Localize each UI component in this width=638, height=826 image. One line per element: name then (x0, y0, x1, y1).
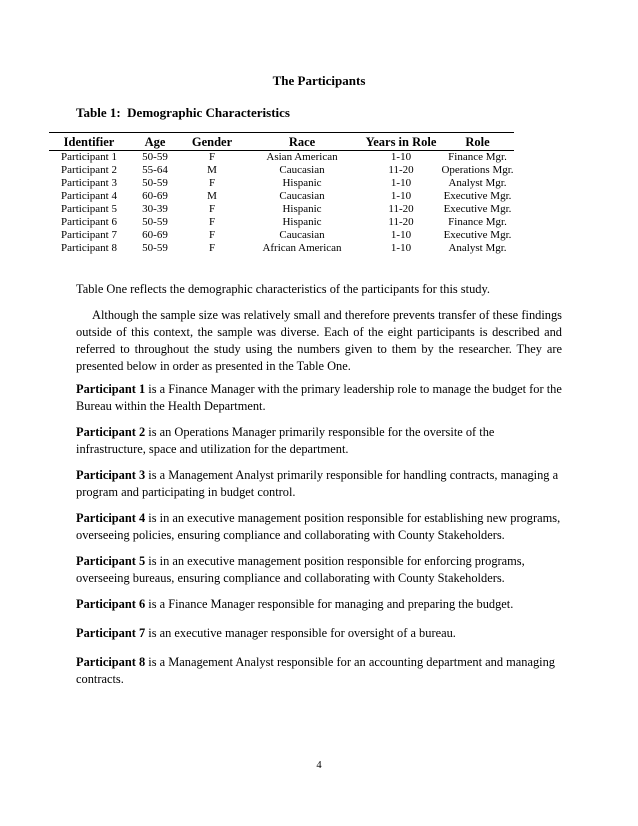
role-cell: Executive Mgr. (443, 229, 512, 241)
participant-description: is an Operations Manager primarily responsible for the oversite of the infrastructure, space and utilization for the department. (76, 425, 495, 456)
gender-cell: F (208, 216, 216, 228)
years-cell: 1-10 (390, 242, 412, 254)
header-age: Age (129, 133, 181, 151)
age-cell: 50-59 (142, 151, 168, 163)
gender-cell: F (208, 203, 216, 215)
role-cell: Operations Mgr. (441, 164, 514, 176)
table-row (49, 242, 514, 255)
race-cell: Hispanic (282, 203, 322, 215)
identifier-cell: Participant 4 (61, 190, 117, 202)
table-row (49, 216, 514, 229)
age-cell: 60-69 (142, 229, 168, 241)
race-cell: Hispanic (282, 177, 322, 189)
role-cell: Finance Mgr. (448, 151, 507, 163)
years-cell: 1-10 (390, 151, 412, 163)
identifier-cell: Participant 7 (61, 229, 117, 241)
sample-paragraph: Although the sample size was relatively small and therefore prevents transfer of these findings outside of this context, the sample was diverse. Each of the eight participants is described and referred to throughout the study using the numbers given to them by the researcher. They are presented below in order as presented in the Table One. (76, 308, 562, 373)
identifier-cell: Participant 6 (61, 216, 117, 228)
table-header-row (49, 133, 514, 151)
age-cell: 50-59 (142, 242, 168, 254)
participant-paragraph (76, 381, 562, 415)
identifier-cell: Participant 1 (61, 151, 117, 163)
participant-description: is in an executive management position responsible for enforcing programs, overseeing bureaus, ensuring compliance and collaborating with County Stakeholders. (76, 554, 525, 585)
race-cell: Hispanic (282, 216, 322, 228)
race-cell: Asian American (266, 151, 338, 163)
table-row (49, 229, 514, 242)
participant-label: Participant 7 (76, 626, 146, 640)
participant-label: Participant 3 (76, 468, 146, 482)
header-years-in-role: Years in Role (361, 133, 441, 151)
participant-paragraph (76, 510, 562, 544)
participant-paragraph (76, 424, 562, 458)
race-cell: African American (262, 242, 342, 254)
age-cell: 60-69 (142, 190, 168, 202)
years-cell: 11-20 (388, 216, 414, 228)
years-cell: 11-20 (388, 164, 414, 176)
participant-paragraph (76, 467, 562, 501)
age-cell: 50-59 (142, 216, 168, 228)
participant-description: is a Management Analyst responsible for an accounting department and managing contracts. (76, 655, 555, 686)
participant-description: is a Finance Manager responsible for managing and preparing the budget. (145, 597, 514, 611)
years-cell: 1-10 (390, 229, 412, 241)
role-cell: Executive Mgr. (443, 203, 512, 215)
participant-label: Participant 4 (76, 511, 146, 525)
race-cell: Caucasian (279, 229, 325, 241)
race-cell: Caucasian (279, 190, 325, 202)
gender-cell: F (208, 229, 216, 241)
years-cell: 1-10 (390, 190, 412, 202)
participant-paragraph (76, 654, 562, 688)
identifier-cell: Participant 8 (61, 242, 117, 254)
gender-cell: F (208, 242, 216, 254)
table-row (49, 151, 514, 165)
participant-label: Participant 6 (76, 597, 146, 611)
participant-description: is a Management Analyst primarily responsible for handling contracts, managing a program and participating in budget control. (76, 468, 559, 499)
header-role: Role (441, 133, 514, 151)
gender-cell: F (208, 151, 216, 163)
table-row (49, 177, 514, 190)
years-cell: 1-10 (390, 177, 412, 189)
table-row (49, 190, 514, 203)
participant-paragraph (76, 596, 562, 613)
table-body (49, 151, 514, 256)
demographics-table (49, 132, 514, 255)
header-gender: Gender (181, 133, 243, 151)
participant-paragraph (76, 553, 562, 587)
identifier-cell: Participant 5 (61, 203, 117, 215)
intro-paragraph: Table One reflects the demographic characteristics of the participants for this study. (76, 282, 490, 296)
page-number: 4 (316, 760, 322, 771)
participant-description: is in an executive management position responsible for establishing new programs, overseeing policies, ensuring compliance and collaborating with County Stakeholders. (76, 511, 561, 542)
header-race: Race (243, 133, 361, 151)
gender-cell: F (208, 177, 216, 189)
identifier-cell: Participant 3 (61, 177, 117, 189)
role-cell: Executive Mgr. (443, 190, 512, 202)
participant-label: Participant 1 (76, 382, 146, 396)
role-cell: Finance Mgr. (448, 216, 507, 228)
identifier-cell: Participant 2 (61, 164, 117, 176)
header-identifier: Identifier (49, 133, 129, 151)
participant-paragraph (76, 625, 562, 642)
table-row (49, 203, 514, 216)
table-caption: Table 1: Demographic Characteristics (76, 105, 290, 120)
age-cell: 50-59 (142, 177, 168, 189)
table-row (49, 164, 514, 177)
gender-cell: M (207, 190, 217, 202)
age-cell: 30-39 (142, 203, 168, 215)
participant-label: Participant 2 (76, 425, 146, 439)
participant-description: is a Finance Manager with the primary leadership role to manage the budget for the Bureau within the Health Department. (76, 382, 562, 413)
page-title: The Participants (272, 73, 366, 88)
participant-label: Participant 8 (76, 655, 146, 669)
participant-label: Participant 5 (76, 554, 146, 568)
participant-description: is an executive manager responsible for oversight of a bureau. (145, 626, 456, 640)
role-cell: Analyst Mgr. (448, 177, 507, 189)
years-cell: 11-20 (388, 203, 414, 215)
role-cell: Analyst Mgr. (448, 242, 507, 254)
age-cell: 55-64 (142, 164, 168, 176)
race-cell: Caucasian (279, 164, 325, 176)
gender-cell: M (207, 164, 217, 176)
